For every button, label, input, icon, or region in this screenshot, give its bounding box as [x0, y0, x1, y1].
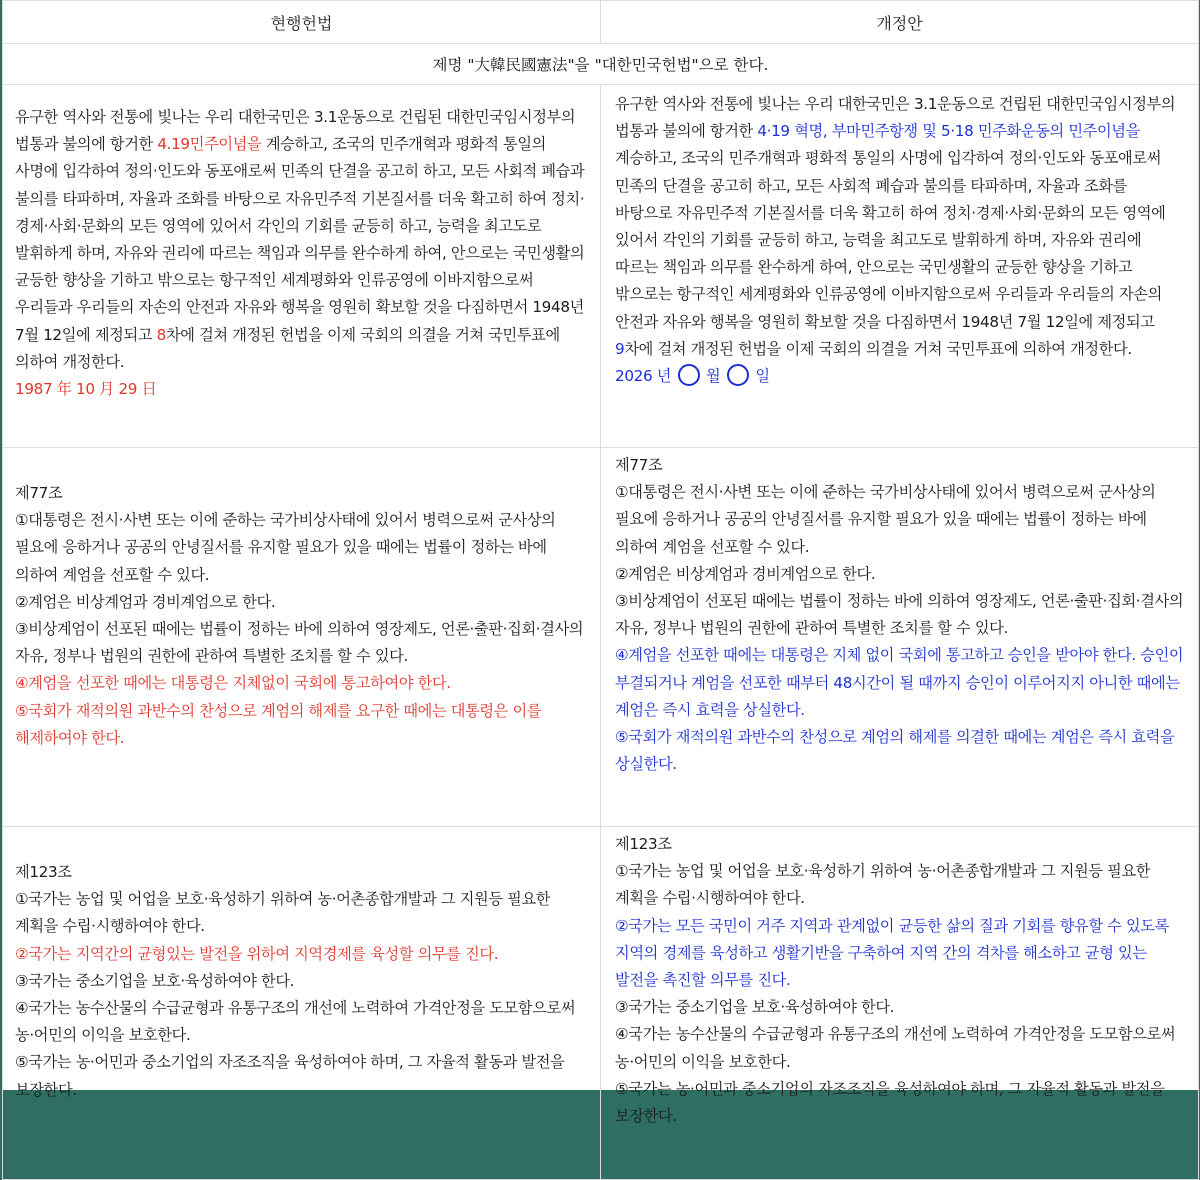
clause-3: ③비상계엄이 선포된 때에는 법률이 정하는 바에 의하여 영장제도, 언론·출판·집회·결사의 자유, 정부나 법원의 권한에 관하여 특별한 조치를 할 수 있다. [615, 592, 1184, 638]
article-123-current [3, 827, 601, 1180]
clause-5: ⑤국가는 농·어민과 중소기업의 자조조직을 육성하여야 하며, 그 자율적 활동과 발전을 보장한다. [615, 1079, 1165, 1126]
article-title: 제77조 [15, 484, 63, 502]
clause-4: ④계엄을 선포한 때에는 대통령은 지체없이 국회에 통고하여야 한다. [15, 674, 451, 693]
article-title: 제123조 [15, 863, 72, 881]
clause-4: ④계엄을 선포한 때에는 대통령은 지체 없이 국회에 통고하고 승인을 받아야 한다. 승인이 부결되거나 계엄을 선포한 때부터 48시간이 될 때까지 승인이 이루어지지 아니한 때에는 계엄은 즉시 효력을 상실한다. [615, 646, 1184, 719]
preamble-highlight: 4.19민주이념을 [157, 135, 262, 154]
clause-2: ②계엄은 비상계엄과 경비계엄으로 한다. [615, 564, 876, 583]
clause-3: ③국가는 중소기업을 보호·육성하여야 한다. [615, 998, 895, 1017]
header-proposal: 개정안 [601, 1, 1199, 44]
blank-circle-icon [727, 364, 749, 386]
amendment-count: 9 [615, 339, 625, 358]
article-title: 제77조 [615, 456, 663, 474]
clause-5: ⑤국가는 농·어민과 중소기업의 자조조직을 육성하여야 하며, 그 자율적 활동과 발전을 보장한다. [15, 1053, 565, 1099]
clause-4: ④국가는 농수산물의 수급균형과 유통구조의 개선에 노력하여 가격안정을 도모함으로써 농·어민의 이익을 보호한다. [615, 1025, 1176, 1071]
preamble-proposal [601, 85, 1199, 448]
preamble-text-part: 차에 걸쳐 개정된 헌법을 이제 국회의 의결을 거쳐 국민투표에 의하여 개정한다. [624, 339, 1132, 358]
date-month: 월 [706, 367, 721, 386]
preamble-date: 1987 年 10 月 29 日 [15, 380, 157, 399]
comparison-frame [2, 0, 1198, 1126]
article-123-row [3, 827, 1199, 1180]
clause-1: ①국가는 농업 및 어업을 보호·육성하기 위하여 농·어촌종합개발과 그 지원등 필요한 계획을 수립·시행하여야 한다. [615, 862, 1151, 908]
clause-2: ②계엄은 비상계엄과 경비계엄으로 한다. [15, 592, 276, 611]
preamble-row [3, 85, 1199, 448]
clause-3: ③국가는 중소기업을 보호·육성하여야 한다. [15, 971, 295, 990]
date-year: 2026 년 [615, 367, 672, 386]
preamble-highlight: 4·19 혁명, 부마민주항쟁 및 5·18 민주화운동의 민주이념을 [757, 122, 1140, 141]
comparison-table [2, 0, 1199, 1180]
clause-1: ①대통령은 전시·사변 또는 이에 준하는 국가비상사태에 있어서 병력으로써 군사상의 필요에 응하거나 공공의 안녕질서를 유지할 필요가 있을 때에는 법률이 정하는 바에 의하여 계엄을 선포할 수 있다. [15, 511, 556, 584]
blank-circle-icon [678, 364, 700, 386]
article-title: 제123조 [615, 835, 672, 853]
preamble-text-part: 유구한 역사와 전통에 빛나는 우리 대한국민은 3.1운동으로 건립된 대한민국임시정부의 법통과 불의에 항거한 [15, 108, 576, 154]
article-77-row [3, 448, 1199, 827]
preamble-text-part: 계승하고, 조국의 민주개혁과 평화적 통일의 사명에 입각하여 정의·인도와 동포애로써 민족의 단결을 공고히 하고, 모든 사회적 폐습과 불의를 타파하며, 자율과 조화를 바탕으로 자유민주적 기본질서를 더욱 확고히 하여 정치·경제·사회·문화의 모든 영역에 있어서 각인의 기회를 균등히 하고, 능력을 최고도로 발휘하게 하며, 자유와 권리에 따르는 책임과 의무를 완수하게 하여, 안으로는 국민생활의 균등한 향상을 기하고 밖으로는 항구적인 세계평화와 인류공영에 이바지함으로써 우리들과 우리들의 자손의 안전과 자유와 행복을 영원히 확보할 것을 다짐하면서 1948년 7월 12일에 제정되고 [15, 135, 585, 344]
clause-4: ④국가는 농수산물의 수급균형과 유통구조의 개선에 노력하여 가격안정을 도모함으로써 농·어민의 이익을 보호한다. [15, 999, 576, 1045]
preamble-text-part: 유구한 역사와 전통에 빛나는 우리 대한국민은 3.1운동으로 건립된 대한민국임시정부의 법통과 불의에 항거한 [615, 95, 1176, 141]
clause-1: ①국가는 농업 및 어업을 보호·육성하기 위하여 농·어촌종합개발과 그 지원등 필요한 계획을 수립·시행하여야 한다. [15, 890, 551, 936]
clause-5: ⑤국회가 재적의원 과반수의 찬성으로 계엄의 해제를 요구한 때에는 대통령은 이를 해제하여야 한다. [15, 701, 542, 747]
article-77-current [3, 448, 601, 827]
title-change-row [3, 44, 1199, 85]
clause-1: ①대통령은 전시·사변 또는 이에 준하는 국가비상사태에 있어서 병력으로써 군사상의 필요에 응하거나 공공의 안녕질서를 유지할 필요가 있을 때에는 법률이 정하는 바에 의하여 계엄을 선포할 수 있다. [615, 483, 1156, 556]
header-row [3, 1, 1199, 44]
clause-3: ③비상계엄이 선포된 때에는 법률이 정하는 바에 의하여 영장제도, 언론·출판·집회·결사의 자유, 정부나 법원의 권한에 관하여 특별한 조치를 할 수 있다. [15, 620, 584, 666]
article-77-proposal [601, 448, 1199, 827]
amendment-count: 8 [156, 325, 166, 344]
preamble-current-text [15, 104, 592, 376]
preamble-current [3, 85, 601, 448]
date-day: 일 [755, 367, 770, 386]
title-change-text: 제명 "大韓民國憲法"을 "대한민국헌법"으로 한다. [3, 44, 1199, 85]
preamble-date [615, 363, 1188, 390]
preamble-text-part: 계승하고, 조국의 민주개혁과 평화적 통일의 사명에 입각하여 정의·인도와 동포애로써 민족의 단결을 공고히 하고, 모든 사회적 폐습과 불의를 타파하며, 자율과 조화를 바탕으로 자유민주적 기본질서를 더욱 확고히 하여 정치·경제·사회·문화의 모든 영역에 있어서 각인의 기회를 균등히 하고, 능력을 최고도로 발휘하게 하며, 자유와 권리에 따르는 책임과 의무를 완수하게 하여, 안으로는 국민생활의 균등한 향상을 기하고 밖으로는 항구적인 세계평화와 인류공영에 이바지함으로써 우리들과 우리들의 자손의 안전과 자유와 행복을 영원히 확보할 것을 다짐하면서 1948년 7월 12일에 제정되고 [615, 149, 1166, 331]
clause-5: ⑤국회가 재적의원 과반수의 찬성으로 계엄의 해제를 의결한 때에는 계엄은 즉시 효력을 상실한다. [615, 728, 1175, 774]
article-123-proposal [601, 827, 1199, 1180]
clause-2: ②국가는 지역간의 균형있는 발전을 위하여 지역경제를 육성할 의무를 진다. [15, 944, 499, 963]
header-current: 현행헌법 [3, 1, 601, 44]
preamble-proposal-text [615, 91, 1188, 363]
clause-2: ②국가는 모든 국민이 거주 지역과 관계없이 균등한 삶의 질과 기회를 향유할 수 있도록 지역의 경제를 육성하고 생활기반을 구축하여 지역 간의 격차를 해소하고 균형 있는 발전을 촉진할 의무를 진다. [615, 916, 1169, 990]
preamble-text-part: 차에 걸쳐 개정된 헌법을 이제 국회의 의결을 거쳐 국민투표에 의하여 개정한다. [15, 325, 560, 371]
